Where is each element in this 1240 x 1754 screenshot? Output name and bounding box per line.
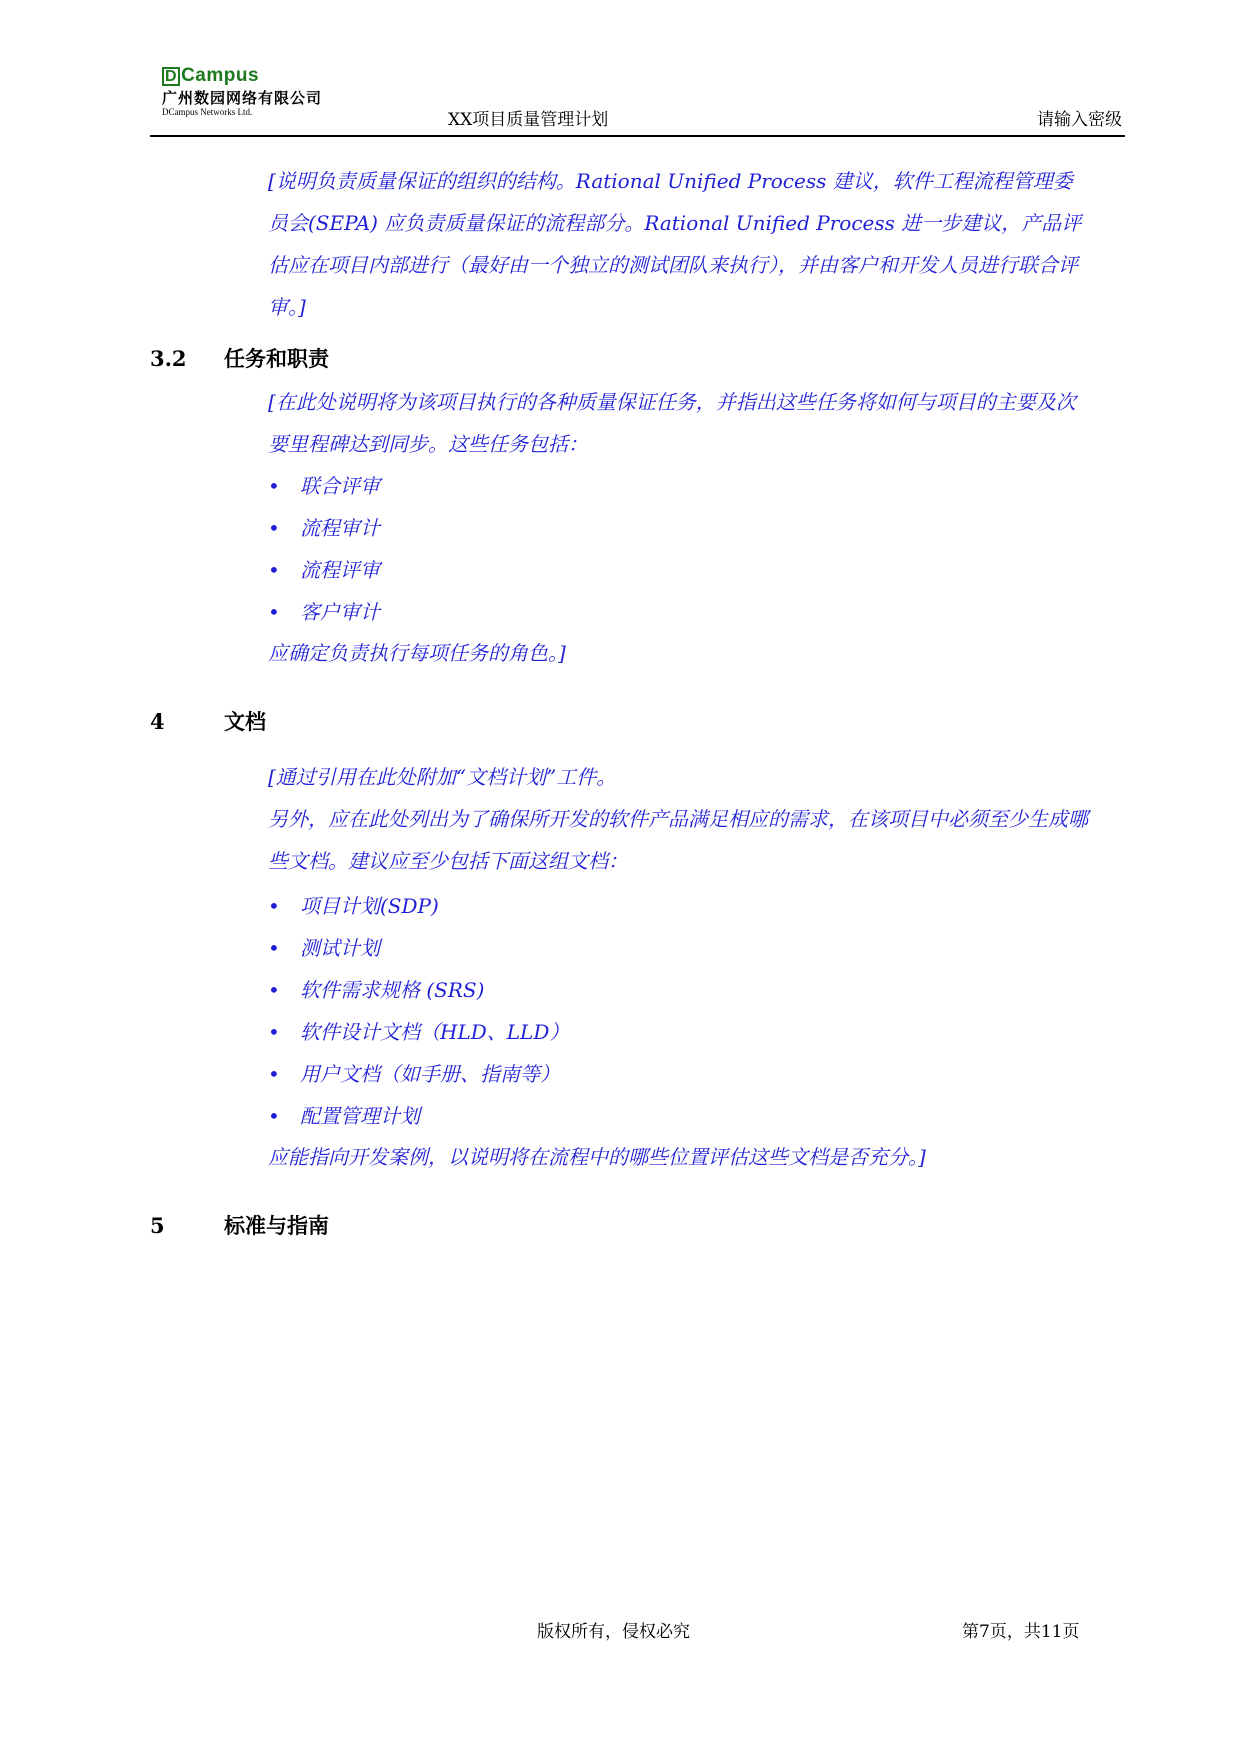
list-item: • 软件设计文档（HLD、LLD） — [268, 1020, 570, 1044]
bullet-icon: • — [268, 474, 280, 498]
list-item: • 流程审计 — [268, 516, 380, 540]
tasks-closing-instructions: 应确定负责执行每项任务的角色。] — [268, 641, 566, 665]
bullet-icon: • — [268, 600, 280, 624]
copyright-notice: 版权所有，侵权必究 — [537, 1622, 690, 1642]
bullet-icon: • — [268, 1020, 280, 1044]
list-item: • 客户审计 — [268, 600, 380, 624]
list-item: • 用户文档（如手册、指南等） — [268, 1062, 560, 1086]
section-heading-5 — [150, 1213, 329, 1239]
section-heading-4 — [150, 709, 266, 735]
documents-closing-instructions: 应能指向开发案例，以说明将在流程中的哪些位置评估这些文档是否充分。] — [268, 1145, 926, 1169]
tasks-intro-instructions: [在此处说明将为该项目执行的各种质量保证任务，并指出这些任务将如何与项目的主要及次要里程碑达到同步。这些任务包括： — [268, 390, 1076, 456]
section-heading-3-2 — [150, 346, 329, 372]
section-number: 3.2 — [150, 346, 187, 371]
bullet-icon: • — [268, 516, 280, 540]
company-logo — [162, 66, 322, 117]
bullet-icon: • — [268, 978, 280, 1002]
list-item: • 项目计划(SDP) — [268, 894, 439, 918]
documents-list-instructions: 另外，应在此处列出为了确保所开发的软件产品满足相应的需求，在该项目中必须至少生成哪些文档。建议应至少包括下面这组文档： — [268, 807, 1088, 873]
section-title: 标准与指南 — [224, 1213, 329, 1238]
logo-wordmark: Campus — [181, 65, 260, 86]
page-number: 第7页，共11页 — [962, 1622, 1080, 1642]
list-item: • 联合评审 — [268, 474, 380, 498]
bullet-icon: • — [268, 936, 280, 960]
logo-initial: D — [162, 67, 180, 86]
secret-level-field[interactable]: 请输入密级 — [1037, 110, 1122, 130]
bullet-icon: • — [268, 1104, 280, 1128]
section-number: 5 — [150, 1213, 165, 1238]
company-name-en: DCampus Networks Ltd. — [162, 107, 253, 117]
list-item: • 流程评审 — [268, 558, 380, 582]
company-name-cn: 广州数园网络有限公司 — [162, 89, 323, 107]
section-title: 文档 — [224, 709, 266, 734]
documents-intro-instructions: [通过引用在此处附加“文档计划”工件。 — [268, 765, 617, 789]
list-item: • 配置管理计划 — [268, 1104, 420, 1128]
bullet-icon: • — [268, 558, 280, 582]
section-number: 4 — [150, 709, 165, 734]
list-item: • 测试计划 — [268, 936, 380, 960]
org-structure-instructions: [说明负责质量保证的组织的结构。Rational Unified Process 建议，软件工程流程管理委员会(SEPA) 应负责质量保证的流程部分。Rational Unified Process 进一步建议，产品评估应在项目内部进行（最好由一个独立的测试团队来执行），并由客户和开发人员进行联合评审。] — [268, 169, 1082, 319]
list-item: • 软件需求规格 (SRS) — [268, 978, 485, 1002]
bullet-icon: • — [268, 1062, 280, 1086]
document-title: XX项目质量管理计划 — [448, 110, 609, 130]
section-title: 任务和职责 — [224, 346, 329, 371]
bullet-icon: • — [268, 894, 280, 918]
logo-mark — [162, 66, 322, 86]
header-divider — [150, 135, 1125, 137]
